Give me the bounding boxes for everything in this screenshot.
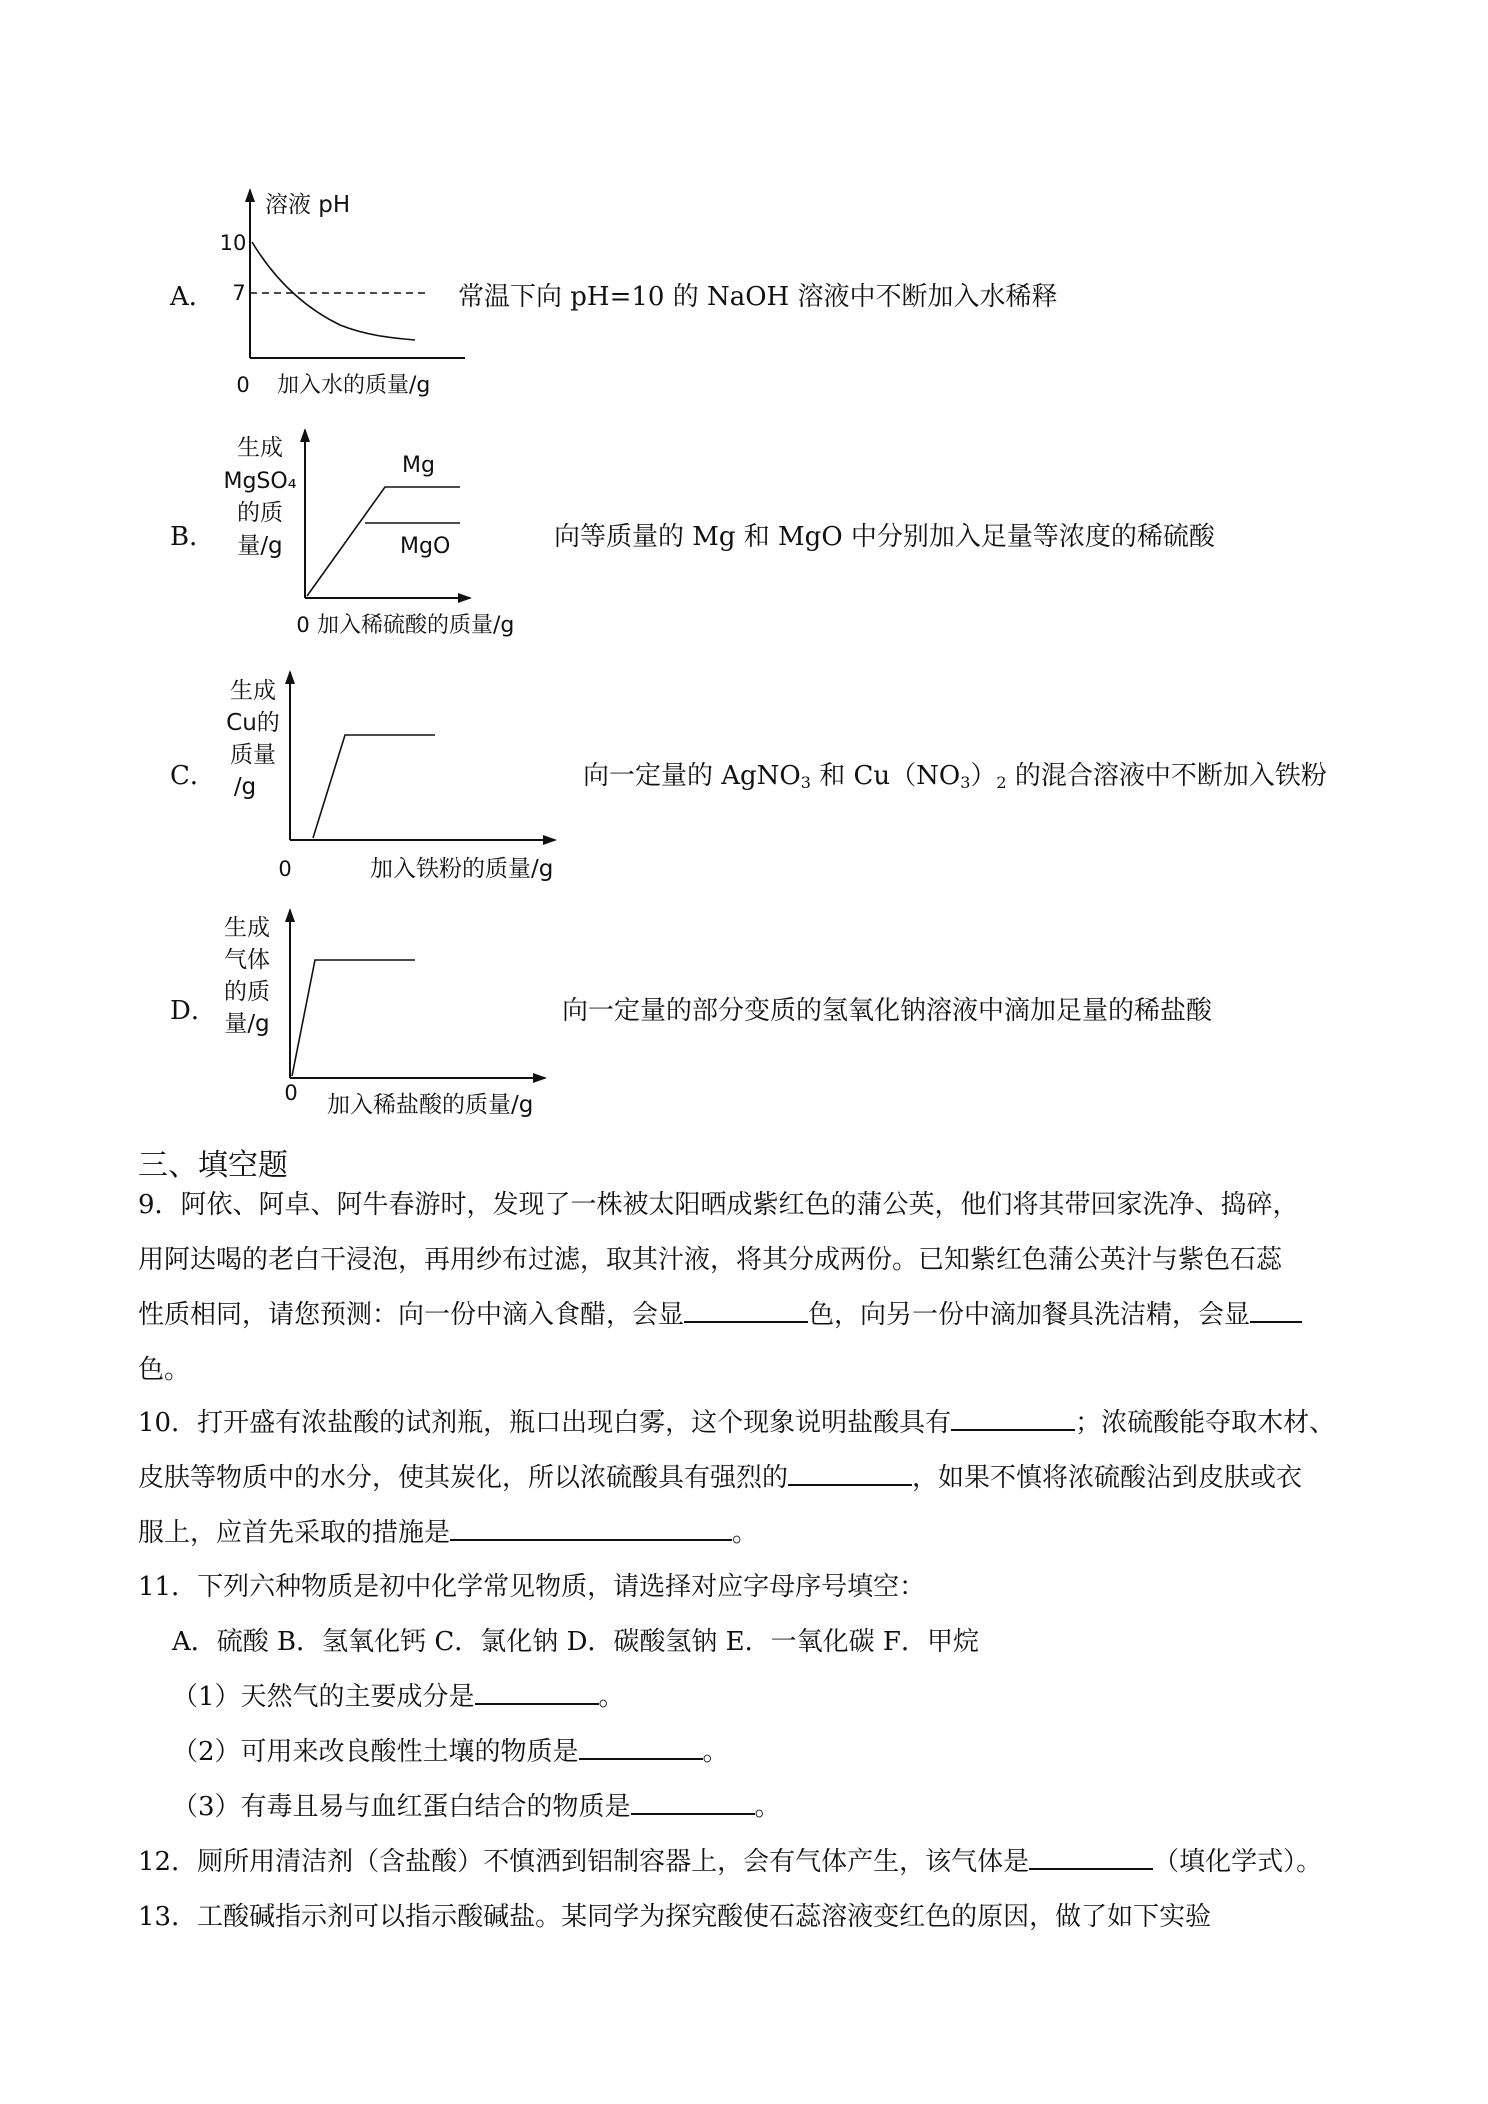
y-label-line-2: Cu的 — [226, 710, 280, 736]
x-axis-label: 加入铁粉的质量/g — [370, 856, 554, 882]
answer-blank[interactable] — [788, 1460, 912, 1486]
ph-curve — [252, 242, 415, 340]
option-b-letter: B． — [170, 522, 216, 552]
y-label-line-1: 生成 — [237, 435, 283, 461]
q11-sub-1: （1）天然气的主要成分是 。 — [138, 1670, 979, 1725]
origin-label: 0 — [236, 373, 250, 397]
x-axis-label: 加入稀盐酸的质量/g — [327, 1092, 534, 1118]
y-label-line-4: /g — [233, 774, 257, 800]
option-a-letter: A． — [170, 282, 215, 312]
cu-line — [313, 735, 435, 838]
answer-blank[interactable] — [450, 1515, 732, 1541]
q9-line-3: 性质相同，请您预测：向一份中滴入食醋，会显 色，向另一份中滴加餐具洗洁精，会显 — [138, 1288, 1302, 1343]
tick-7: 7 — [232, 281, 246, 305]
answer-blank[interactable] — [684, 1297, 808, 1323]
y-axis-label: 溶液 pH — [265, 192, 351, 218]
q10-line-2: 皮肤等物质中的水分，使其炭化，所以浓硫酸具有强烈的 ，如果不慎将浓硫酸沾到皮肤或衣 — [138, 1451, 1335, 1506]
answer-blank[interactable] — [579, 1734, 703, 1760]
y-label-line-2: 气体 — [224, 947, 270, 973]
tick-10: 10 — [219, 231, 247, 255]
option-d-graph — [215, 900, 575, 1130]
option-d-description: 向一定量的部分变质的氢氧化钠溶液中滴加足量的稀盐酸 — [562, 996, 1213, 1026]
option-b-description: 向等质量的 Mg 和 MgO 中分别加入足量等浓度的稀硫酸 — [554, 522, 1215, 552]
answer-blank[interactable] — [475, 1679, 599, 1705]
y-label-line-1: 生成 — [224, 915, 270, 941]
q11-sub-2: （2）可用来改良酸性土壤的物质是 。 — [138, 1725, 979, 1780]
gas-line — [292, 960, 415, 1076]
option-c-graph — [215, 660, 595, 890]
option-b-graph — [215, 420, 565, 655]
y-label-line-3: 质量 — [230, 742, 276, 768]
answer-blank[interactable] — [1029, 1844, 1153, 1870]
question-11 — [138, 1560, 979, 1835]
y-label-line-3: 的质 — [237, 500, 283, 526]
option-d-letter: D． — [170, 996, 217, 1026]
answer-blank[interactable] — [951, 1405, 1075, 1431]
q11-sub-3: （3）有毒且易与血红蛋白结合的物质是 。 — [138, 1780, 979, 1835]
y-label-line-1: 生成 — [230, 678, 276, 704]
origin-label: 0 — [284, 1081, 298, 1105]
answer-blank[interactable] — [1250, 1297, 1302, 1323]
answer-blank[interactable] — [631, 1789, 755, 1815]
mgo-series-label: MgO — [400, 534, 451, 559]
q9-line-4: 色。 — [138, 1355, 191, 1385]
y-label-line-4: 量/g — [237, 533, 283, 559]
question-9 — [138, 1178, 1302, 1398]
option-a-description: 常温下向 pH=10 的 NaOH 溶液中不断加入水稀释 — [458, 282, 1058, 312]
y-label-line-3: 的质 — [224, 979, 270, 1005]
q11-choices: A．硫酸 B．氢氧化钙 C．氯化钠 D．碳酸氢钠 E．一氧化碳 F．甲烷 — [172, 1627, 979, 1657]
question-13: 13．工酸碱指示剂可以指示酸碱盐。某同学为探究酸使石蕊溶液变红色的原因，做了如下实验 — [138, 1902, 1212, 1932]
q11-stem: 11．下列六种物质是初中化学常见物质，请选择对应字母序号填空： — [138, 1572, 926, 1602]
mg-series-label: Mg — [402, 453, 435, 478]
origin-label: 0 — [296, 613, 310, 637]
y-label-line-2: MgSO₄ — [223, 469, 297, 494]
section-title: 三、填空题 — [138, 1148, 288, 1183]
q10-line-3: 服上，应首先采取的措施是 。 — [138, 1506, 1335, 1561]
x-axis-label: 加入水的质量/g — [277, 373, 431, 398]
question-12: 12．厕所用清洁剂（含盐酸）不慎洒到铝制容器上，会有气体产生，该气体是 （填化学式）。 — [138, 1835, 1322, 1890]
origin-label: 0 — [278, 857, 292, 881]
y-label-line-4: 量/g — [224, 1011, 270, 1037]
question-10 — [138, 1396, 1335, 1561]
option-a-graph — [205, 180, 475, 405]
q9-line-2: 用阿达喝的老白干浸泡，再用纱布过滤，取其汁液，将其分成两份。已知紫红色蒲公英汁与紫色石蕊 — [138, 1245, 1283, 1275]
option-c-letter: C． — [170, 761, 216, 791]
x-axis-label: 加入稀硫酸的质量/g — [317, 613, 515, 638]
option-c-description: 向一定量的 AgNO$_3$ 和 $Cu(NO_3)_2$ 的混合溶液中不断加入铁粉 — [583, 761, 1327, 792]
q9-line-1: 9．阿依、阿卓、阿牛春游时，发现了一株被太阳晒成紫红色的蒲公英，他们将其带回家洗净、捣碎， — [138, 1190, 1299, 1220]
q10-line-1: 10．打开盛有浓盐酸的试剂瓶，瓶口出现白雾，这个现象说明盐酸具有 ；浓硫酸能夺取木材、 — [138, 1396, 1335, 1451]
